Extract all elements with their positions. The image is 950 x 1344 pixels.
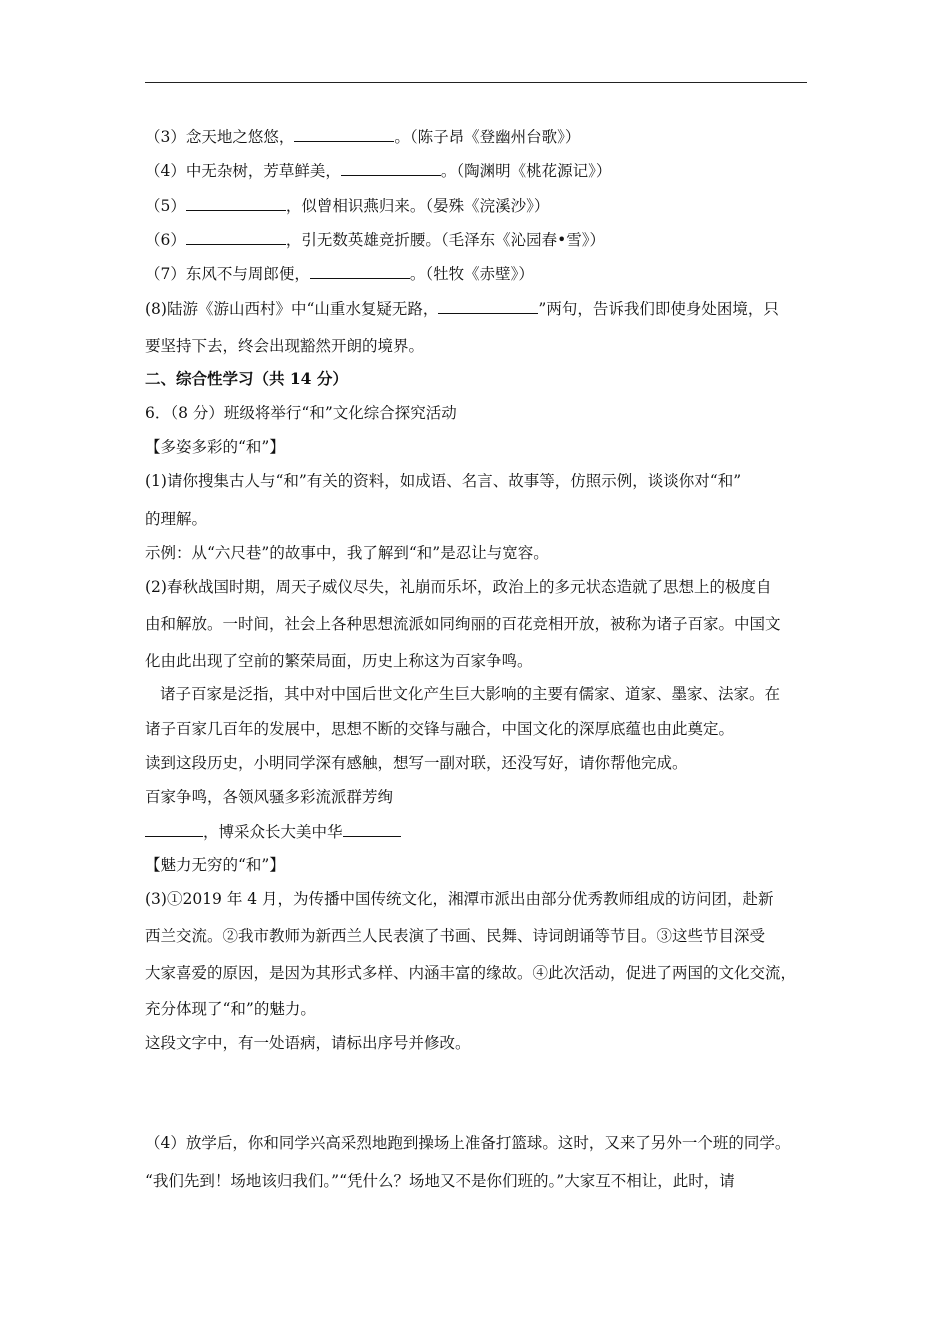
subheading: 【魅力无穷的“和”】 xyxy=(145,856,285,874)
paragraph-line: “我们先到！场地该归我们。”“凭什么？场地又不是你们班的。”大家互不相让，此时，请 xyxy=(145,1172,735,1190)
paragraph-line: 读到这段历史，小明同学深有感触，想写一副对联，还没写好，请你帮他完成。 xyxy=(145,754,688,772)
answer-blank[interactable] xyxy=(343,821,401,837)
paragraph-line: 诸子百家是泛指，其中对中国后世文化产生巨大影响的主要有儒家、道家、墨家、法家。在 xyxy=(160,685,781,703)
answer-blank[interactable] xyxy=(438,298,538,314)
subheading: 【多姿多彩的“和”】 xyxy=(145,438,285,456)
paragraph-line: 的理解。 xyxy=(145,510,208,528)
paragraph-line: 西兰交流。②我市教师为新西兰人民表演了书画、民舞、诗词朗诵等节目。③这些节目深受 xyxy=(145,927,766,945)
header-rule xyxy=(145,82,807,83)
paragraph-line: (1)请你搜集古人与“和”有关的资料，如成语、名言、故事等，仿照示例，谈谈你对“和” xyxy=(145,472,742,490)
answer-blank[interactable] xyxy=(145,821,203,837)
poem-line-4: （4）中无杂树，芳草鲜美， 。（陶渊明《桃花源记》） xyxy=(145,162,612,180)
section-title: 二、综合性学习（共 14 分） xyxy=(145,369,348,388)
answer-blank[interactable] xyxy=(341,160,441,176)
poem-line-6: （6） ，引无数英雄竞折腰。（毛泽东《沁园春•雪》） xyxy=(145,231,606,249)
couplet-line: 百家争鸣，各领风骚多彩流派群芳绚 xyxy=(145,788,394,806)
paragraph-line: 充分体现了“和”的魅力。 xyxy=(145,1000,316,1018)
answer-blank[interactable] xyxy=(294,126,394,142)
couplet-line-blank: ，博采众长大美中华 xyxy=(145,821,401,842)
paragraph-line: (3)①2019 年 4 月，为传播中国传统文化，湘潭市派出由部分优秀教师组成的访问团，赴新 xyxy=(145,890,774,908)
paragraph-line: 大家喜爱的原因，是因为其形式多样、内涵丰富的缘故。④此次活动，促进了两国的文化交流， xyxy=(145,964,797,982)
question-header: 6．（8 分）班级将举行“和”文化综合探究活动 xyxy=(145,404,457,422)
example-line: 示例：从“六尺巷”的故事中，我了解到“和”是忍让与宽容。 xyxy=(145,544,549,562)
instruction-line: 这段文字中，有一处语病，请标出序号并修改。 xyxy=(145,1034,471,1052)
paragraph-line: 由和解放。一时间，社会上各种思想流派如同绚丽的百花竞相开放，被称为诸子百家。中国文 xyxy=(145,615,781,633)
answer-blank[interactable] xyxy=(186,195,286,211)
paragraph-line: 化由此出现了空前的繁荣局面，历史上称这为百家争鸣。 xyxy=(145,652,533,670)
poem-line-8: (8)陆游《游山西村》中“山重水复疑无路， ”两句，告诉我们即使身处困境，只 xyxy=(145,300,779,318)
paragraph-line: (2)春秋战国时期，周天子威仪尽失，礼崩而乐坏，政治上的多元状态造就了思想上的极度自 xyxy=(145,578,772,596)
answer-blank[interactable] xyxy=(186,229,286,245)
poem-line-8-cont: 要坚持下去，终会出现豁然开朗的境界。 xyxy=(145,337,425,355)
answer-blank[interactable] xyxy=(310,263,410,279)
poem-line-7: （7）东风不与周郎便， 。（牡牧《赤壁》） xyxy=(145,265,534,283)
poem-line-3: （3）念天地之悠悠， 。（陈子昂《登幽州台歌》） xyxy=(145,128,581,146)
paragraph-line: （4）放学后，你和同学兴高采烈地跑到操场上准备打篮球。这时，又来了另外一个班的同学。 xyxy=(145,1134,791,1152)
poem-line-5: （5） ，似曾相识燕归来。（晏殊《浣溪沙》） xyxy=(145,197,550,215)
paragraph-line: 诸子百家几百年的发展中，思想不断的交锋与融合，中国文化的深厚底蕴也由此奠定。 xyxy=(145,720,735,738)
